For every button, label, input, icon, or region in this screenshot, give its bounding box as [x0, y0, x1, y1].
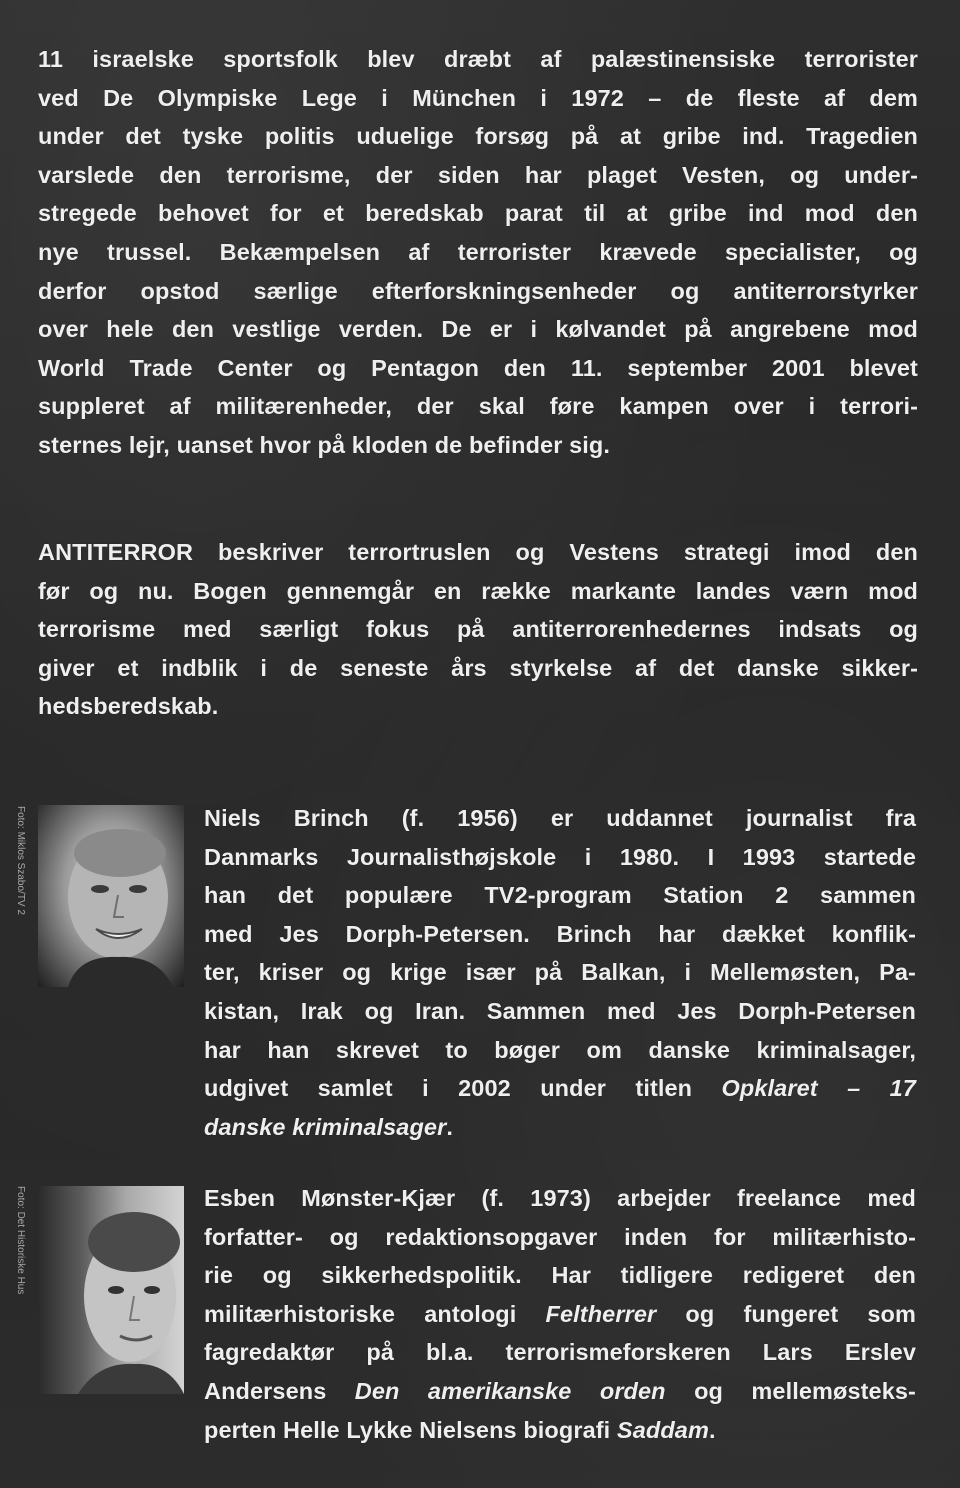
bio-text: og mellemøsteks- [665, 1377, 916, 1404]
intro-paragraph [38, 40, 918, 465]
bio-line: fagredaktør på bl.a. terrorismeforskeren Lars Erslev [204, 1339, 916, 1366]
book-title: danske kriminalsager [204, 1113, 447, 1140]
bio-line: forfatter- og redaktionsopgaver inden for militærhisto- [204, 1223, 916, 1250]
bio-text: . [446, 1113, 453, 1140]
bio-line: Danmarks Journalisthøjskole i 1980. I 1993 startede [204, 843, 916, 870]
bio-text: Andersens [204, 1377, 355, 1404]
bio-line: Esben Mønster-Kjær (f. 1973) arbejder freelance med [204, 1185, 916, 1211]
intro-line: 11 israelske sportsfolk blev dræbt af palæstinensiske terrorister [38, 46, 918, 72]
author2-portrait [38, 1186, 184, 1394]
bio-line [204, 1069, 916, 1108]
bio-text: udgivet samlet i 2002 under titlen [204, 1075, 722, 1102]
summary-line: før og nu. Bogen gennemgår en række markante landes værn mod [38, 577, 918, 604]
summary-line: giver et indblik i de seneste års styrkelse af det danske sikker- [38, 654, 918, 681]
bio-line: ter, kriser og krige især på Balkan, i Mellemøsten, Pa- [204, 959, 916, 986]
bio-text: perten Helle Lykke Nielsens biografi [204, 1416, 617, 1443]
intro-line: nye trussel. Bekæmpelsen af terrorister krævede specialister, og [38, 238, 918, 265]
intro-line: World Trade Center og Pentagon den 11. september 2001 blevet [38, 354, 918, 381]
summary-line: hedsberedskab. [38, 693, 219, 720]
bio-line: med Jes Dorph-Petersen. Brinch har dækket konflik- [204, 920, 916, 947]
book-title: Den amerikanske orden [354, 1377, 666, 1404]
bio-line [204, 1372, 916, 1411]
bio-line [204, 1108, 916, 1147]
summary-line: terrorisme med særligt fokus på antiterrorenhedernes indsats og [38, 616, 918, 643]
bio-line: har han skrevet to bøger om danske kriminalsager, [204, 1036, 916, 1063]
intro-line: derfor opstod særlige efterforskningsenheder og antiterrorstyrker [38, 277, 918, 304]
intro-line: ved De Olympiske Lege i München i 1972 – de fleste af dem [38, 84, 918, 111]
intro-line: over hele den vestlige verden. De er i kølvandet på angrebene mod [38, 316, 918, 343]
bio-text: og fungeret som [656, 1300, 917, 1327]
bio-line [204, 1411, 916, 1450]
intro-line: under det tyske politis uduelige forsøg på at gribe ind. Tragedien [38, 123, 918, 150]
bio-line: rie og sikkerhedspolitik. Har tidligere redigeret den [204, 1262, 916, 1289]
photo-credit-author2: Foto: Det Historiske Hus [15, 1186, 26, 1295]
author1-bio [204, 799, 916, 1146]
summary-paragraph [38, 533, 918, 726]
bio-text: . [708, 1416, 716, 1443]
portrait-illustration [38, 805, 184, 987]
summary-line: ANTITERROR beskriver terrortruslen og Vestens strategi imod den [38, 539, 918, 565]
book-title: Feltherrer [545, 1300, 657, 1327]
author2-bio [204, 1179, 916, 1449]
intro-line: varslede den terrorisme, der siden har plaget Vesten, og under- [38, 161, 918, 188]
bio-line: Niels Brinch (f. 1956) er uddannet journalist fra [204, 805, 916, 831]
book-title: Opklaret – 17 [721, 1075, 916, 1102]
photo-credit-author1: Foto: Miklos Szabo/TV 2 [15, 806, 26, 915]
intro-line: suppleret af militærenheder, der skal føre kampen over i terrori- [38, 393, 918, 420]
bio-line [204, 1295, 916, 1334]
bio-text: militærhistoriske antologi [204, 1300, 546, 1327]
intro-line: stregede behovet for et beredskab parat til at gribe ind mod den [38, 200, 918, 227]
author1-portrait [38, 805, 184, 987]
intro-line: sternes lejr, uanset hvor på kloden de befinder sig. [38, 431, 610, 458]
book-title: Saddam [616, 1416, 709, 1443]
bio-line: kistan, Irak og Iran. Sammen med Jes Dorph-Petersen [204, 997, 916, 1024]
portrait-illustration [38, 1186, 184, 1394]
bio-line: han det populære TV2-program Station 2 sammen [204, 882, 916, 909]
